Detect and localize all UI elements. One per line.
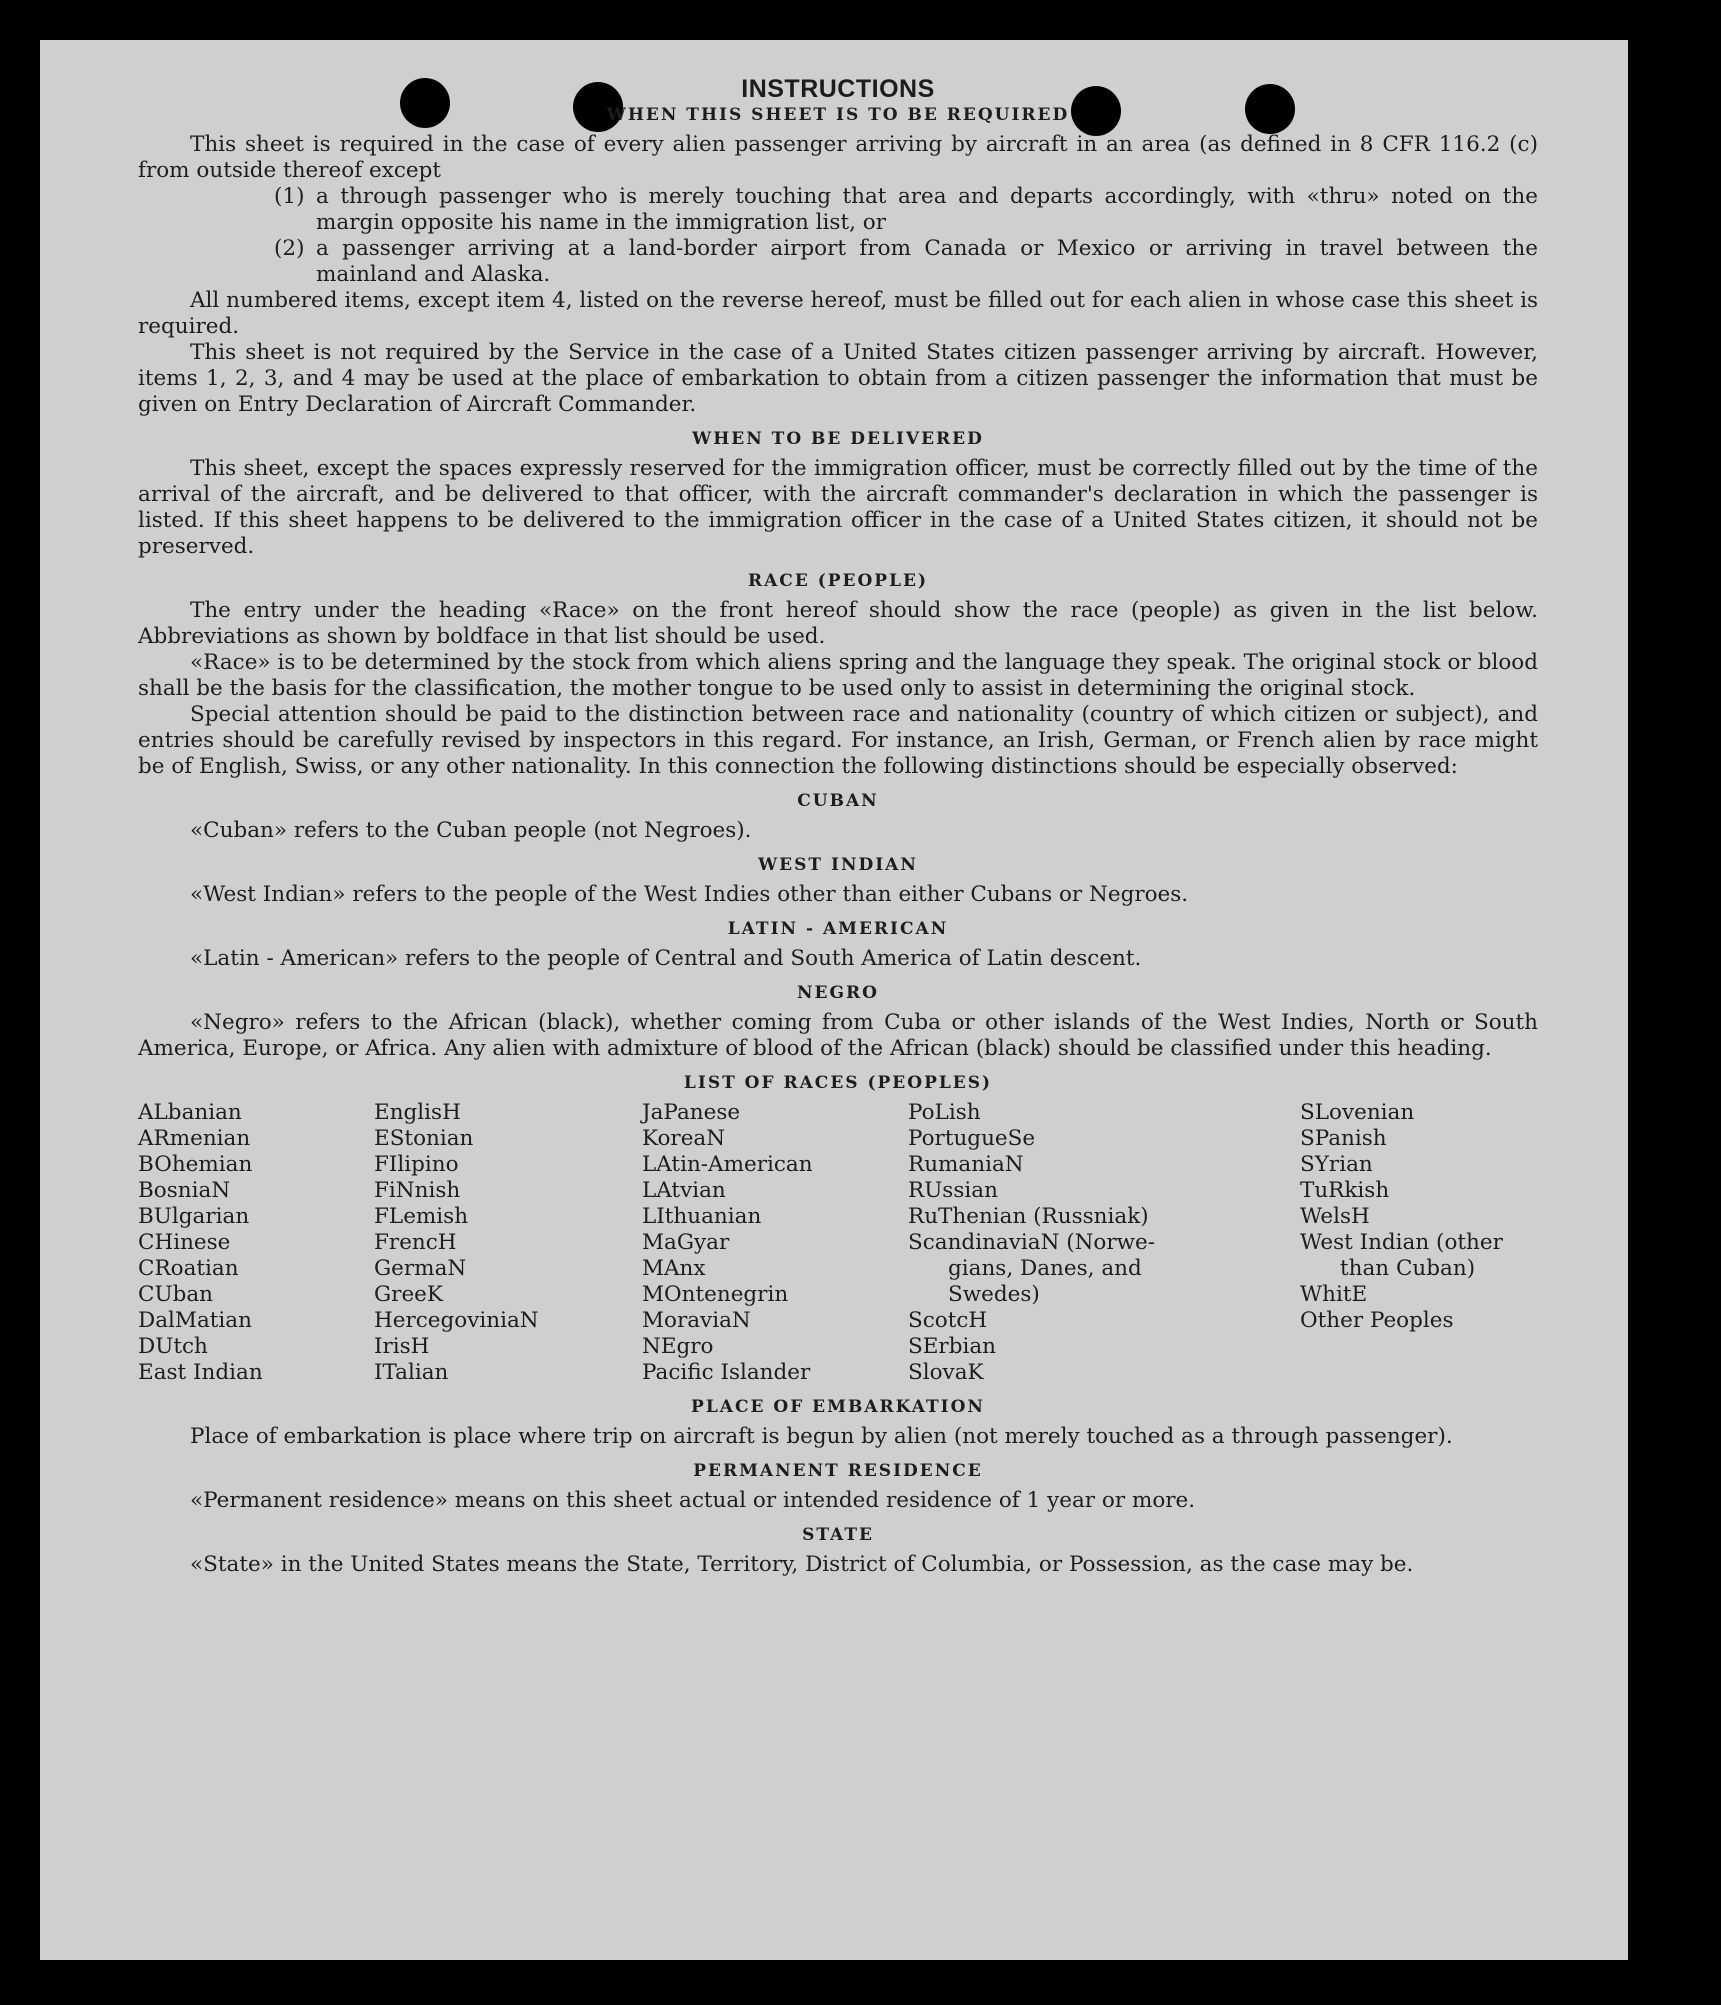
- paragraph: «Latin - American» refers to the people of Central and South America of Latin descent.: [190, 946, 1142, 971]
- race-item: than Cuban): [1340, 1256, 1476, 1281]
- race-item: Other Peoples: [1300, 1308, 1454, 1333]
- race-item: HercegoviniaN: [374, 1308, 539, 1333]
- heading-permanent-residence: PERMANENT RESIDENCE: [693, 1461, 983, 1481]
- numbered-item: [138, 236, 1538, 288]
- race-column: [908, 1100, 1300, 1386]
- race-item: KoreaN: [642, 1126, 726, 1151]
- race-item: BOhemian: [138, 1152, 253, 1177]
- race-item: WelsH: [1300, 1204, 1370, 1229]
- race-item: CUban: [138, 1282, 213, 1307]
- race-item: CRoatian: [138, 1256, 239, 1281]
- heading-state: STATE: [802, 1525, 874, 1545]
- race-item: ALbanian: [138, 1100, 242, 1125]
- race-item: GermaN: [374, 1256, 467, 1281]
- race-list: [138, 1100, 1538, 1386]
- race-item: PoLish: [908, 1100, 981, 1125]
- paragraph: «State» in the United States means the State, Territory, District of Columbia, or Possession, as the case may be.: [190, 1552, 1414, 1577]
- race-item: BosniaN: [138, 1178, 231, 1203]
- race-item: EStonian: [374, 1126, 474, 1151]
- paragraph: «Cuban» refers to the Cuban people (not Negroes).: [190, 818, 752, 843]
- race-item: EnglisH: [374, 1100, 461, 1125]
- race-item: ScandinaviaN (Norwe-: [908, 1230, 1156, 1255]
- race-item: FiNnish: [374, 1178, 461, 1203]
- paragraph: «Permanent residence» means on this sheet actual or intended residence of 1 year or more.: [190, 1488, 1196, 1513]
- race-item: West Indian (other: [1300, 1230, 1503, 1255]
- paragraph: «Race» is to be determined by the stock from which aliens spring and the language they speak. The original stock or blood shall be the basis for the classification, the mother tongue to be used only to assist in determining the original stock.: [138, 650, 1538, 701]
- race-item: FrencH: [374, 1230, 457, 1255]
- race-item: ScotcH: [908, 1308, 988, 1333]
- paragraph: The entry under the heading «Race» on the front hereof should show the race (people) as given in the list below. Abbreviations as shown by boldface in that list should be used.: [138, 598, 1538, 649]
- race-item: East Indian: [138, 1360, 263, 1385]
- numbered-item: [138, 184, 1538, 236]
- race-item: LAtvian: [642, 1178, 726, 1203]
- paragraph: This sheet, except the spaces expressly reserved for the immigration officer, must be correctly filled out by the time of the arrival of the aircraft, and be delivered to that officer, with the aircraft commander's declaration in which the passenger is listed. If this sheet happens to be delivered to the immigration officer in the case of a United States citizen, it should not be preserved.: [138, 456, 1538, 559]
- item-text: a passenger arriving at a land-border airport from Canada or Mexico or arriving in travel between the mainland and Alaska.: [316, 236, 1538, 287]
- race-item: Pacific Islander: [642, 1360, 811, 1385]
- paragraph: Special attention should be paid to the distinction between race and nationality (country of which citizen or subject), and entries should be carefully revised by inspectors in this regard. For instance, an Irish, German, or French alien by race might be of English, Swiss, or any other nationality. In this connection the following distinctions should be especially observed:: [138, 702, 1538, 779]
- race-item: SPanish: [1300, 1126, 1387, 1151]
- race-item: GreeK: [374, 1282, 443, 1307]
- race-item: RuThenian (Russniak): [908, 1204, 1149, 1229]
- race-item: DalMatian: [138, 1308, 252, 1333]
- paragraph: This sheet is not required by the Service in the case of a United States citizen passenger arriving by aircraft. However, items 1, 2, 3, and 4 may be used at the place of embarkation to obtain from a citizen passenger the information that must be given on Entry Declaration of Aircraft Commander.: [138, 340, 1538, 417]
- heading-negro: NEGRO: [797, 983, 879, 1003]
- paragraph: «West Indian» refers to the people of the West Indies other than either Cubans or Negroes.: [190, 882, 1189, 907]
- race-item: Swedes): [948, 1282, 1040, 1307]
- heading-place-of-embarkation: PLACE OF EMBARKATION: [691, 1397, 985, 1417]
- race-item: BUlgarian: [138, 1204, 250, 1229]
- paragraph: This sheet is required in the case of every alien passenger arriving by aircraft in an area (as defined in 8 CFR 116.2 (c) from outside thereof except: [138, 132, 1538, 183]
- race-item: SlovaK: [908, 1360, 984, 1385]
- race-item: RUssian: [908, 1178, 998, 1203]
- paragraph: «Negro» refers to the African (black), whether coming from Cuba or other islands of the West Indies, North or South America, Europe, or Africa. Any alien with admixture of blood of the African (black) should be classified under this heading.: [138, 1010, 1538, 1061]
- race-item: TuRkish: [1300, 1178, 1390, 1203]
- race-item: DUtch: [138, 1334, 208, 1359]
- race-item: RumaniaN: [908, 1152, 1024, 1177]
- heading-race: RACE (PEOPLE): [747, 571, 929, 591]
- heading-when-required: WHEN THIS SHEET IS TO BE REQUIRED: [606, 105, 1070, 125]
- heading-west-indian: WEST INDIAN: [758, 855, 918, 875]
- race-column: [1300, 1100, 1538, 1386]
- race-item: gians, Danes, and: [948, 1256, 1142, 1281]
- race-item: ARmenian: [138, 1126, 251, 1151]
- race-item: SYrian: [1300, 1152, 1373, 1177]
- paragraph: Place of embarkation is place where trip on aircraft is begun by alien (not merely touched as a through passenger).: [190, 1424, 1453, 1449]
- heading-latin-american: LATIN - AMERICAN: [727, 919, 949, 939]
- heading-when-delivered: WHEN TO BE DELIVERED: [692, 429, 984, 449]
- race-item: LAtin-American: [642, 1152, 813, 1177]
- race-item: ITalian: [374, 1360, 449, 1385]
- race-item: LIthuanian: [642, 1204, 762, 1229]
- race-item: PortugueSe: [908, 1126, 1036, 1151]
- race-column: [642, 1100, 908, 1386]
- race-item: WhitE: [1300, 1282, 1368, 1307]
- race-item: MAnx: [642, 1256, 706, 1281]
- document-page: [138, 70, 1538, 1578]
- page-title: INSTRUCTIONS: [741, 75, 935, 103]
- race-column: [138, 1100, 374, 1386]
- heading-list-of-races: LIST OF RACES (PEOPLES): [683, 1073, 993, 1093]
- paragraph: All numbered items, except item 4, listed on the reverse hereof, must be filled out for each alien in whose case this sheet is required.: [138, 288, 1538, 339]
- race-item: MOntenegrin: [642, 1282, 789, 1307]
- race-item: SErbian: [908, 1334, 997, 1359]
- item-number: (2): [274, 236, 305, 261]
- race-item: MaGyar: [642, 1230, 730, 1255]
- race-column: [374, 1100, 642, 1386]
- race-item: FLemish: [374, 1204, 469, 1229]
- item-number: (1): [274, 184, 305, 209]
- race-item: JaPanese: [642, 1100, 741, 1125]
- heading-cuban: CUBAN: [797, 791, 879, 811]
- race-item: NEgro: [642, 1334, 714, 1359]
- race-item: FIlipino: [374, 1152, 459, 1177]
- race-item: SLovenian: [1300, 1100, 1415, 1125]
- race-item: IrisH: [374, 1334, 430, 1359]
- item-text: a through passenger who is merely touching that area and departs accordingly, with «thru» noted on the margin opposite his name in the immigration list, or: [316, 184, 1538, 235]
- race-item: MoraviaN: [642, 1308, 751, 1333]
- race-item: CHinese: [138, 1230, 231, 1255]
